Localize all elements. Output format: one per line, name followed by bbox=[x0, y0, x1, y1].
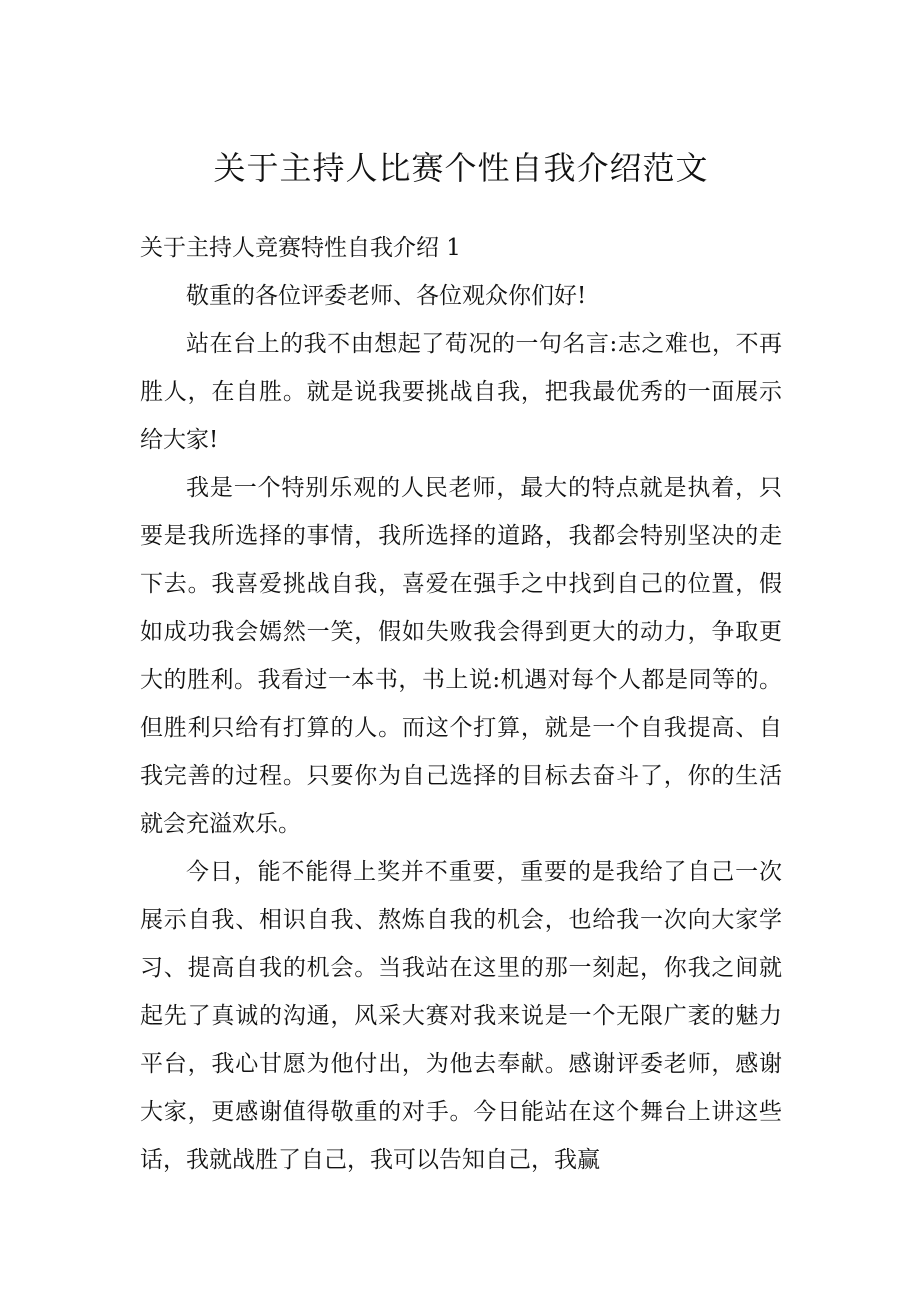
document-title: 关于主持人比赛个性自我介绍范文 bbox=[213, 149, 709, 187]
paragraph-personality: 我是一个特别乐观的人民老师，最大的特点就是执着，只要是我所选择的事情，我所选择的道路，我都会特别坚决的走下去。我喜爱挑战自我，喜爱在强手之中找到自己的位置，假如成功我会嫣然一笑，假如失败我会得到更大的动力，争取更大的胜利。我看过一本书，书上说:机遇对每个人都是同等的。但胜利只给有打算的人。而这个打算，就是一个自我提高、自我完善的过程。只要你为自己选择的目标去奋斗了，你的生活就会充溢欢乐。 bbox=[140, 475, 782, 837]
paragraph-today: 今日，能不能得上奖并不重要，重要的是我给了自己一次展示自我、相识自我、熬炼自我的机会，也给我一次向大家学习、提高自我的机会。当我站在这里的那一刻起，你我之间就起先了真诚的沟通，风采大赛对我来说是一个无限广袤的魅力平台，我心甘愿为他付出，为他去奉献。感谢评委老师，感谢大家，更感谢值得敬重的对手。今日能站在这个舞台上讲这些话，我就战胜了自己，我可以告知自己，我赢 bbox=[140, 859, 782, 1173]
section-heading: 关于主持人竞赛特性自我介绍 1 bbox=[140, 235, 461, 261]
paragraph-greeting: 敬重的各位评委老师、各位观众你们好! bbox=[186, 283, 587, 309]
document-page bbox=[140, 143, 782, 1184]
paragraph-quote: 站在台上的我不由想起了荀况的一句名言:志之难也，不再胜人，在自胜。就是说我要挑战自我，把我最优秀的一面展示给大家! bbox=[140, 331, 782, 453]
